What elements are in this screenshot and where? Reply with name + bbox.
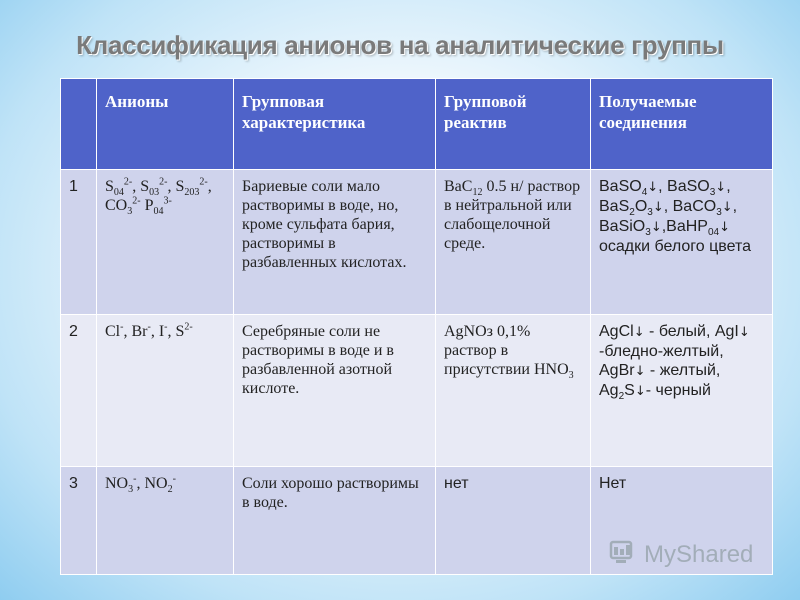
page-title: Классификация анионов на аналитические группы bbox=[76, 30, 724, 60]
header-characteristic: Групповая характеристика bbox=[234, 79, 436, 170]
compounds-cell: BaSO$_4$↓, BaSO$_3$↓, $BaS_2O_3↓$, BaCO$_3$↓, BaSiO$_3$↓,BaHP$_{04}$↓ осадки белого цвета bbox=[591, 170, 773, 315]
header-compounds: Получаемые соединения bbox=[591, 79, 773, 170]
table-row bbox=[61, 315, 773, 467]
watermark-text: MyShared bbox=[644, 541, 754, 568]
row-number: 1 bbox=[61, 170, 97, 315]
header-reagent: Групповой реактив bbox=[436, 79, 591, 170]
compounds-cell: AgCl↓ - белый, AgI↓ -бледно-желтый, AgBr↓ - желтый, $Ag_2S↓-$ черный bbox=[591, 315, 773, 467]
header-number bbox=[61, 79, 97, 170]
row-number: 3 bbox=[61, 467, 97, 575]
table-header-row bbox=[61, 79, 773, 170]
myshared-logo-icon bbox=[608, 538, 638, 573]
header-anions: Анионы bbox=[97, 79, 234, 170]
reagent-cell: BaC$_{12}$ 0.5 н/ раствор в нейтральной или слабощелочной среде. bbox=[436, 170, 591, 315]
anion-groups-table bbox=[60, 78, 773, 575]
watermark bbox=[608, 538, 768, 572]
table-row bbox=[61, 170, 773, 315]
anions-cell: $S_{04}^{2-}$, $S_{03}^{2-}$, $S_{203}^{2-}$, $CO_3^{2-}$ $P_{04}^{3-}$ bbox=[97, 170, 234, 315]
anions-cell: Cl-, Br-, I-, $S^{2-}$ bbox=[97, 315, 234, 467]
anions-cell: $NO_3^-$, $NO_2^-$ bbox=[97, 467, 234, 575]
characteristic-cell: Бариевые соли мало растворимы в воде, но, кроме сульфата бария, растворимы в разбавленных кислотах. bbox=[234, 170, 436, 315]
compounds-cell: Нет bbox=[591, 467, 773, 575]
row-number: 2 bbox=[61, 315, 97, 467]
reagent-cell: AgNOз 0,1% раствор в присутствии $HNO_3$ bbox=[436, 315, 591, 467]
characteristic-cell: Серебряные соли не растворимы в воде и в разбавленной азотной кислоте. bbox=[234, 315, 436, 467]
characteristic-cell: Соли хорошо растворимы в воде. bbox=[234, 467, 436, 575]
reagent-cell: нет bbox=[436, 467, 591, 575]
